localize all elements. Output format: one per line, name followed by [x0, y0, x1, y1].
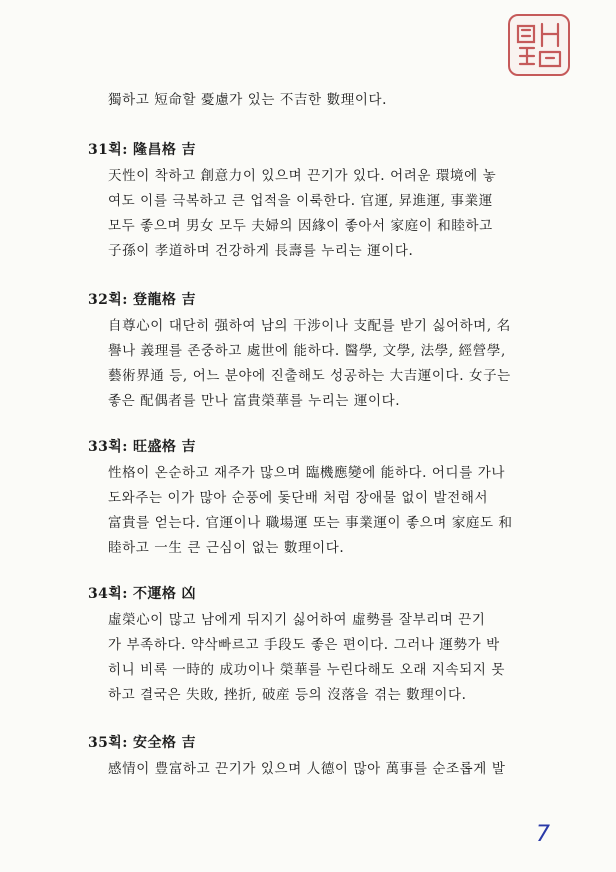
section-34-heading: 34획: 不運格 凶: [88, 586, 196, 602]
section-33-heading: 33획: 旺盛格 吉: [88, 439, 196, 455]
section-31-heading: 31획: 隆昌格 吉: [88, 142, 196, 158]
section-35-heading: 35획: 安全格 吉: [88, 735, 196, 751]
section-31-line-4: 子孫이 孝道하며 건강하게 長壽를 누리는 運이다.: [108, 243, 414, 259]
section-32-line-2: 譽나 義理를 존중하고 處世에 能하다. 醫學, 文學, 法學, 經營學,: [108, 343, 506, 359]
section-31-line-1: 天性이 착하고 創意力이 있으며 끈기가 있다. 어려운 環境에 놓: [108, 168, 497, 184]
handwritten-page-number: 7: [536, 822, 550, 847]
section-32-line-1: 自尊心이 대단히 强하여 남의 干涉이나 支配를 받기 싫어하며, 名: [108, 318, 511, 334]
section-34-line-3: 히니 비록 一時的 成功이나 榮華를 누린다해도 오래 지속되지 못: [108, 662, 506, 678]
section-33-line-3: 富貴를 얻는다. 官運이나 職場運 또는 事業運이 좋으며 家庭도 和: [108, 515, 513, 531]
section-32-line-3: 藝術界通 등, 어느 분야에 진출해도 성공하는 大吉運이다. 女子는: [108, 368, 511, 384]
section-33-line-4: 睦하고 一生 큰 근심이 없는 數理이다.: [108, 540, 345, 556]
section-31-line-3: 모두 좋으며 男女 모두 夫婦의 因緣이 좋아서 家庭이 和睦하고: [108, 218, 493, 234]
section-35-line-1: 感情이 豊富하고 끈기가 있으며 人德이 많아 萬事를 순조롭게 발: [108, 761, 506, 777]
section-34-line-4: 하고 결국은 失敗, 挫折, 破産 등의 沒落을 겪는 數理이다.: [108, 687, 467, 703]
seal-glyph: [510, 16, 568, 74]
section-32-heading: 32획: 登龍格 吉: [88, 292, 196, 308]
red-seal-stamp: [508, 14, 570, 76]
section-34-line-1: 虛榮心이 많고 남에게 뒤지기 싫어하여 虛勢를 잘부리며 끈기: [108, 612, 486, 628]
section-34-line-2: 가 부족하다. 약삭빠르고 手段도 좋은 편이다. 그러나 運勢가 박: [108, 637, 500, 653]
section-32-line-4: 좋은 配偶者를 만나 富貴榮華를 누리는 運이다.: [108, 393, 401, 409]
intro-text-line: 獨하고 短命할 憂慮가 있는 不吉한 數理이다.: [108, 92, 388, 108]
section-33-line-1: 性格이 온순하고 재주가 많으며 臨機應變에 能하다. 어디를 가나: [108, 465, 506, 481]
section-31-line-2: 여도 이를 극복하고 큰 업적을 이룩한다. 官運, 昇進運, 事業運: [108, 193, 493, 209]
section-33-line-2: 도와주는 이가 많아 순풍에 돛단배 처럼 장애물 없이 발전해서: [108, 490, 489, 506]
